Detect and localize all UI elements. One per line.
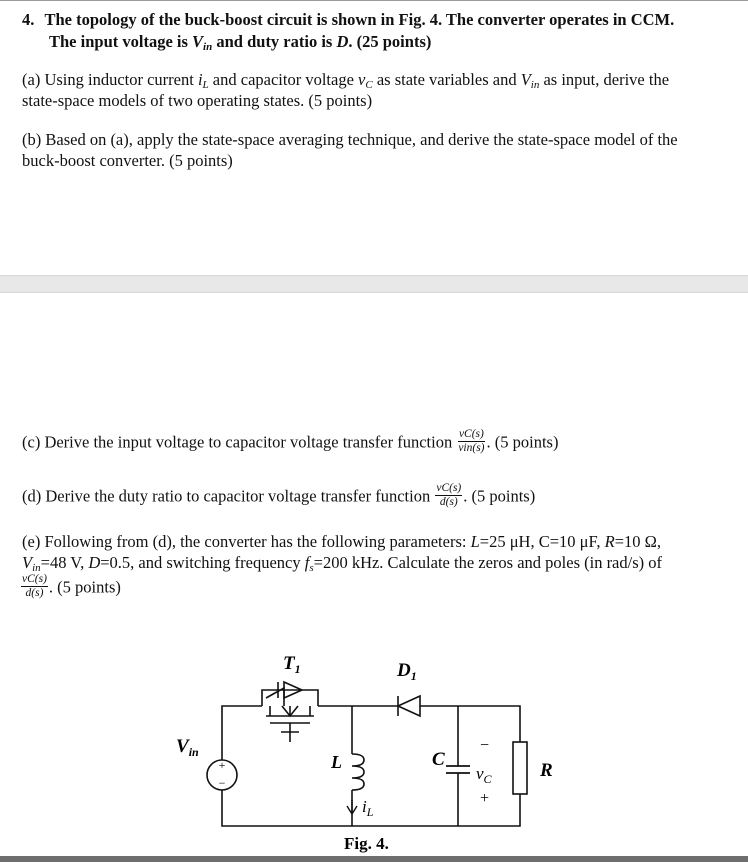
part-a-vc: v — [358, 70, 366, 89]
label-vc-plus: + — [480, 790, 490, 807]
label-d1: $D_1$ — [397, 660, 417, 683]
part-e-num: vC(s) — [22, 573, 47, 585]
page-bottom-border — [0, 856, 748, 862]
label-vc-minus: − — [480, 737, 490, 754]
part-c-num: vC(s) — [458, 428, 484, 440]
inductor-icon — [352, 754, 364, 790]
label-t1: $T_1$ — [283, 653, 301, 676]
diode-icon — [398, 696, 420, 716]
resistor-icon — [513, 742, 527, 794]
part-e-text-b: =25 μH, C=10 μF, — [479, 532, 605, 551]
part-e-den: d(s) — [25, 587, 44, 599]
part-b-line1: (b) Based on (a), apply the state-space averaging technique, and derive the state-space model of the — [22, 130, 678, 149]
question-number: 4. — [22, 10, 35, 29]
part-e-text-a: (e) Following from (d), the converter has the following parameters: — [22, 532, 471, 551]
part-e-text-b2: =0.5, and switching frequency — [100, 553, 305, 572]
part-a-text-d: as input, derive the — [539, 70, 670, 89]
part-e-R: R — [604, 532, 615, 551]
label-C: C — [432, 749, 445, 770]
current-arrow-icon — [347, 800, 357, 814]
part-c-den: vin(s) — [458, 442, 485, 454]
part-e-text-c2: =200 kHz. Calculate the zeros and poles (in rad/s) of — [313, 553, 663, 572]
wire-source-to-switch — [222, 706, 262, 760]
part-c-text: (c) Derive the input voltage to capacitor voltage transfer function — [22, 432, 457, 452]
heading-vin: V — [192, 32, 204, 51]
part-a-vin: V — [520, 70, 531, 89]
part-b-line2: buck-boost converter. (5 points) — [22, 151, 233, 170]
part-e-text-c: =10 Ω, — [614, 532, 662, 551]
capacitor-icon — [446, 766, 470, 773]
heading-text-b: and duty ratio is — [212, 32, 337, 51]
label-R: R — [540, 760, 553, 781]
part-a-il-sub: L — [202, 79, 209, 91]
part-a-text-c: as state variables and — [372, 70, 521, 89]
part-c-tail: . (5 points) — [486, 432, 559, 452]
label-il: $i_L$ — [362, 797, 374, 819]
question-title: The topology of the buck-boost circuit is shown in Fig. 4. The converter operates in CCM. — [44, 10, 675, 29]
label-vc: $v_C$ — [476, 764, 492, 786]
part-a-il: i — [197, 70, 203, 89]
heading-d: D — [336, 32, 349, 51]
part-e-vin: V — [22, 553, 33, 572]
part-a-vin-sub: in — [530, 79, 540, 91]
mosfet-switch-icon — [262, 682, 318, 742]
heading-text-c: . (25 points) — [348, 32, 432, 51]
part-d-text: (d) Derive the duty ratio to capacitor voltage transfer function — [22, 486, 435, 506]
label-L: L — [331, 752, 342, 772]
part-e-vin-sub: in — [32, 562, 41, 574]
heading-vin-sub: in — [203, 41, 213, 53]
heading-text-a: The input voltage is — [49, 32, 193, 51]
part-e-f-sub: s — [309, 562, 314, 574]
part-e-f: f — [304, 553, 310, 572]
part-e-D: D — [88, 553, 101, 572]
part-a-vc-sub: C — [365, 79, 373, 91]
source-minus: − — [218, 776, 226, 790]
part-a-line2: state-space models of two operating states. (5 points) — [22, 91, 373, 110]
part-d-num: vC(s) — [436, 482, 462, 494]
part-d-tail: . (5 points) — [463, 486, 536, 506]
part-a-text-a: (a) Using inductor current — [22, 70, 198, 89]
label-vin: $V_{in}$ — [176, 736, 199, 759]
part-e-L: L — [470, 532, 480, 551]
figure-caption: Fig. 4. — [344, 834, 389, 853]
part-d-den: d(s) — [439, 496, 458, 508]
part-a-text-b: and capacitor voltage — [208, 70, 359, 89]
part-e-text-a2: =48 V, — [40, 553, 89, 572]
wire-diode-to-output — [420, 706, 520, 742]
part-e-tail: . (5 points) — [48, 577, 121, 597]
source-plus: + — [218, 758, 226, 772]
